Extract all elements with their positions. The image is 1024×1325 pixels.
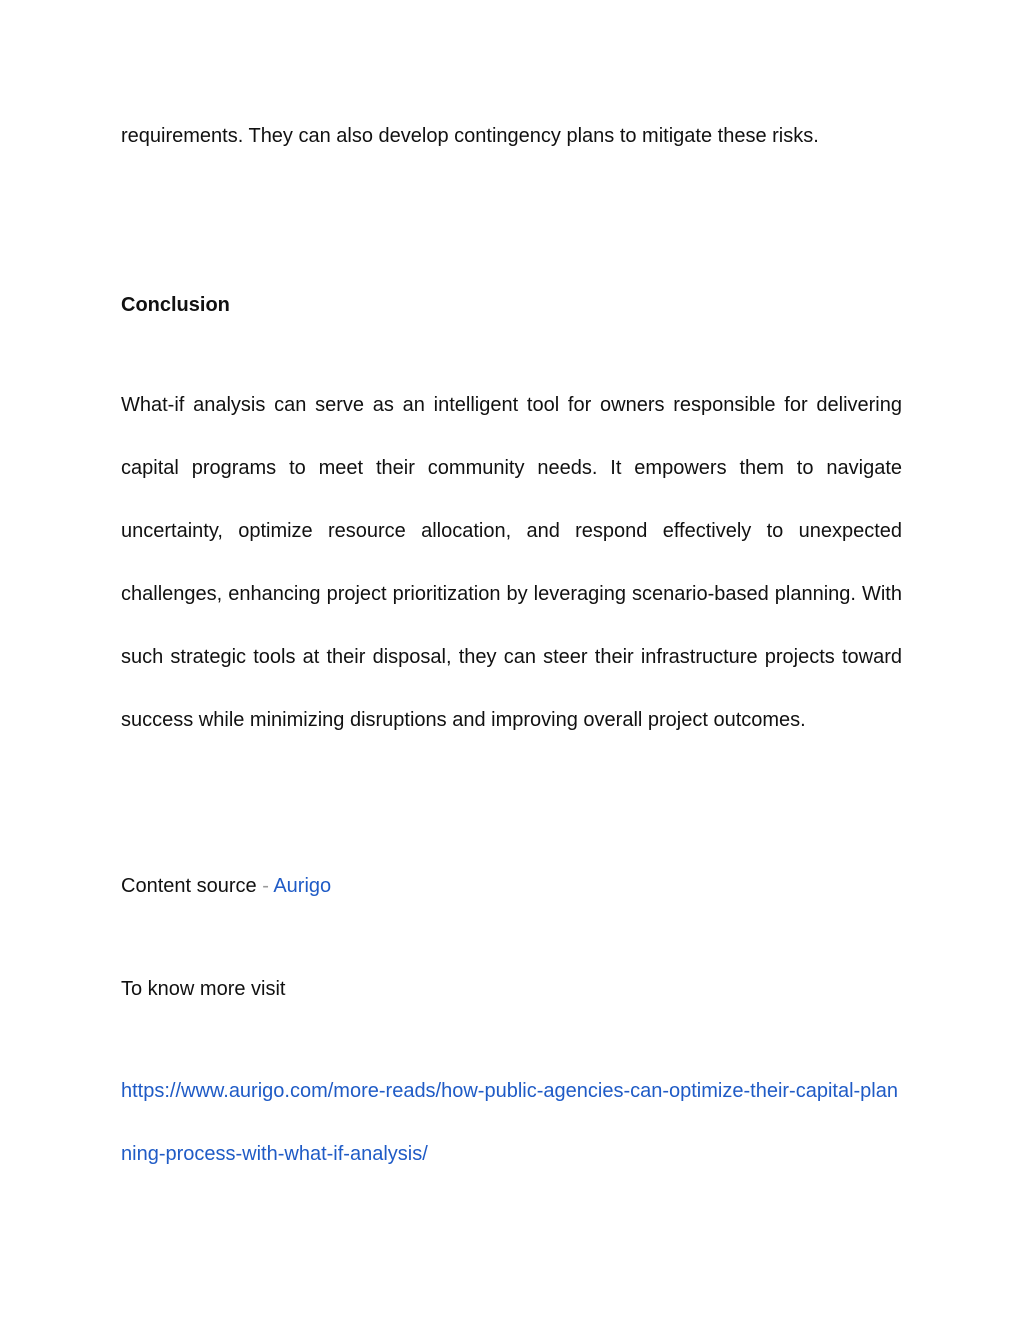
visit-text: To know more visit	[121, 978, 286, 1000]
content-source-separator: -	[262, 875, 269, 897]
continuation-paragraph: requirements. They can also develop contingency plans to mitigate these risks.	[121, 125, 819, 147]
conclusion-heading: Conclusion	[121, 294, 230, 316]
article-url-link[interactable]: https://www.aurigo.com/more-reads/how-public-agencies-can-optimize-their-capital-planning-process-with-what-if-analysis/	[121, 1080, 898, 1165]
content-source-label: Content source	[121, 875, 257, 897]
conclusion-paragraph: What-if analysis can serve as an intelligent tool for owners responsible for delivering capital programs to meet their community needs. It empowers them to navigate uncertainty, optimize resource allocation, and respond effectively to unexpected challenges, enhancing project prioritization by leveraging scenario-based planning. With such strategic tools at their disposal, they can steer their infrastructure projects toward success while minimizing disruptions and improving overall project outcomes.	[121, 394, 902, 731]
aurigo-link[interactable]: Aurigo	[273, 875, 332, 897]
url-container	[121, 1060, 902, 1186]
content-source-line	[121, 871, 331, 901]
